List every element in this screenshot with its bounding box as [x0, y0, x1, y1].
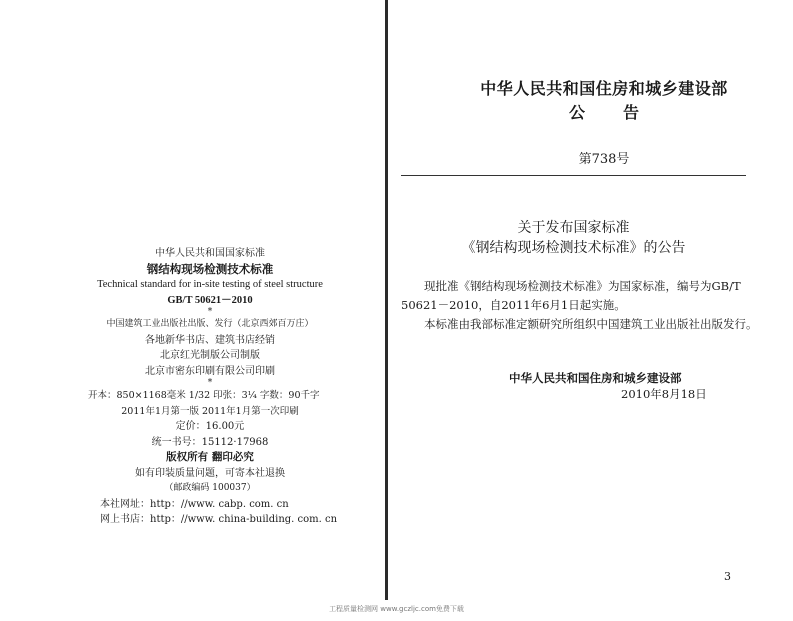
colophon-standard-number: GB/T 50621－2010 — [167, 294, 253, 306]
colophon-english-title: Technical standard for in-site testing of steel structure — [97, 279, 323, 290]
page-number: 3 — [724, 570, 731, 583]
colophon-price: 定价：16.00元 — [175, 421, 245, 432]
colophon-platemaker: 北京红光制版公司制版 — [160, 350, 260, 361]
colophon-website: 本社网址：http：//www. cabp. com. cn — [100, 498, 289, 510]
notice-heading: 公告 — [568, 103, 677, 122]
colophon-specs: 开本：850×1168毫米 1/32 印张：3¼ 字数：90千字 — [88, 390, 320, 401]
signature-organization: 中华人民共和国住房和城乡建设部 — [509, 371, 682, 385]
announcement-paragraph-2: 本标准由我部标准定额研究所组织中国建筑工业出版社出版发行。 — [424, 317, 758, 331]
colophon-separator-2: * — [207, 378, 213, 388]
announcement-body — [401, 277, 763, 334]
colophon-returns: 如有印装质量问题，可寄本社退换 — [135, 467, 285, 479]
announcement-paragraph-1: 现批准《钢结构现场检测技术标准》为国家标准，编号为GB/T 50621－2010，自2011年6月1日起实施。 — [401, 279, 741, 312]
notice-number: 第738号 — [578, 152, 630, 167]
colophon-book-number: 统一书号：15112·17968 — [151, 436, 269, 448]
ministry-heading: 中华人民共和国住房和城乡建设部 — [480, 79, 728, 98]
colophon-publisher: 中国建筑工业出版社出版、发行（北京西郊百万庄） — [106, 319, 314, 329]
colophon-copyright: 版权所有 翻印必究 — [166, 451, 254, 463]
announcement-title-line-2: 《钢结构现场检测技术标准》的公告 — [461, 240, 686, 256]
divider-rule — [401, 175, 746, 176]
left-page — [0, 0, 385, 621]
signature-date: 2010年8月18日 — [621, 387, 707, 401]
colophon-online-store: 网上书店：http：//www. china-building. com. cn — [100, 514, 338, 525]
watermark-footer: 工程质量检测网 www.gczljc.com免费下载 — [329, 605, 464, 613]
colophon-postcode: （邮政编码 100037） — [164, 483, 256, 493]
page-gutter — [385, 0, 388, 600]
colophon-series: 中华人民共和国国家标准 — [155, 248, 265, 259]
colophon — [40, 246, 380, 528]
colophon-edition: 2011年1月第一版 2011年1月第一次印刷 — [121, 405, 299, 417]
announcement-title — [401, 218, 746, 258]
colophon-distributor: 各地新华书店、建筑书店经销 — [145, 334, 275, 346]
right-page — [389, 0, 793, 621]
announcement-title-line-1: 关于发布国家标准 — [517, 220, 630, 236]
colophon-printer: 北京市密东印刷有限公司印刷 — [145, 365, 275, 377]
colophon-separator: * — [207, 307, 213, 317]
colophon-title: 钢结构现场检测技术标准 — [146, 261, 274, 276]
